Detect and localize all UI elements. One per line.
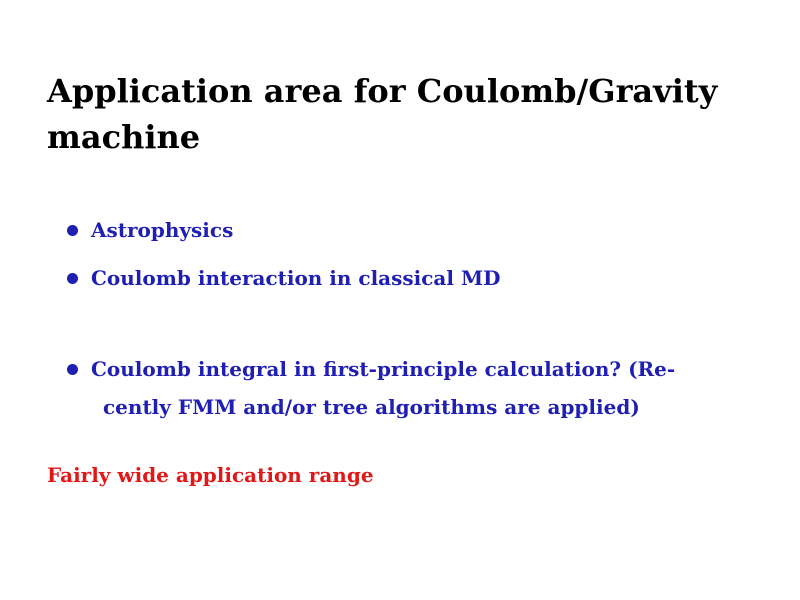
bullet-text: Astrophysics [91,218,234,242]
bullet-text-line-1: Coulomb integral in first-principle calculation? (Re- [91,357,676,381]
conclusion-text: Fairly wide application range [47,463,374,487]
bullet-item-astrophysics [91,211,756,249]
bullet-dot-icon [67,273,78,284]
bullet-item-coulomb-md [91,259,756,297]
bullet-dot-icon [67,225,78,236]
bullet-text-line-2: cently FMM and/or tree algorithms are applied) [103,395,640,419]
slide-title: Application area for Coulomb/Gravity machine [47,72,718,156]
bullet-dot-icon [67,364,78,375]
bullet-item-coulomb-integral [91,350,756,426]
bullet-text: Coulomb interaction in classical MD [91,266,501,290]
